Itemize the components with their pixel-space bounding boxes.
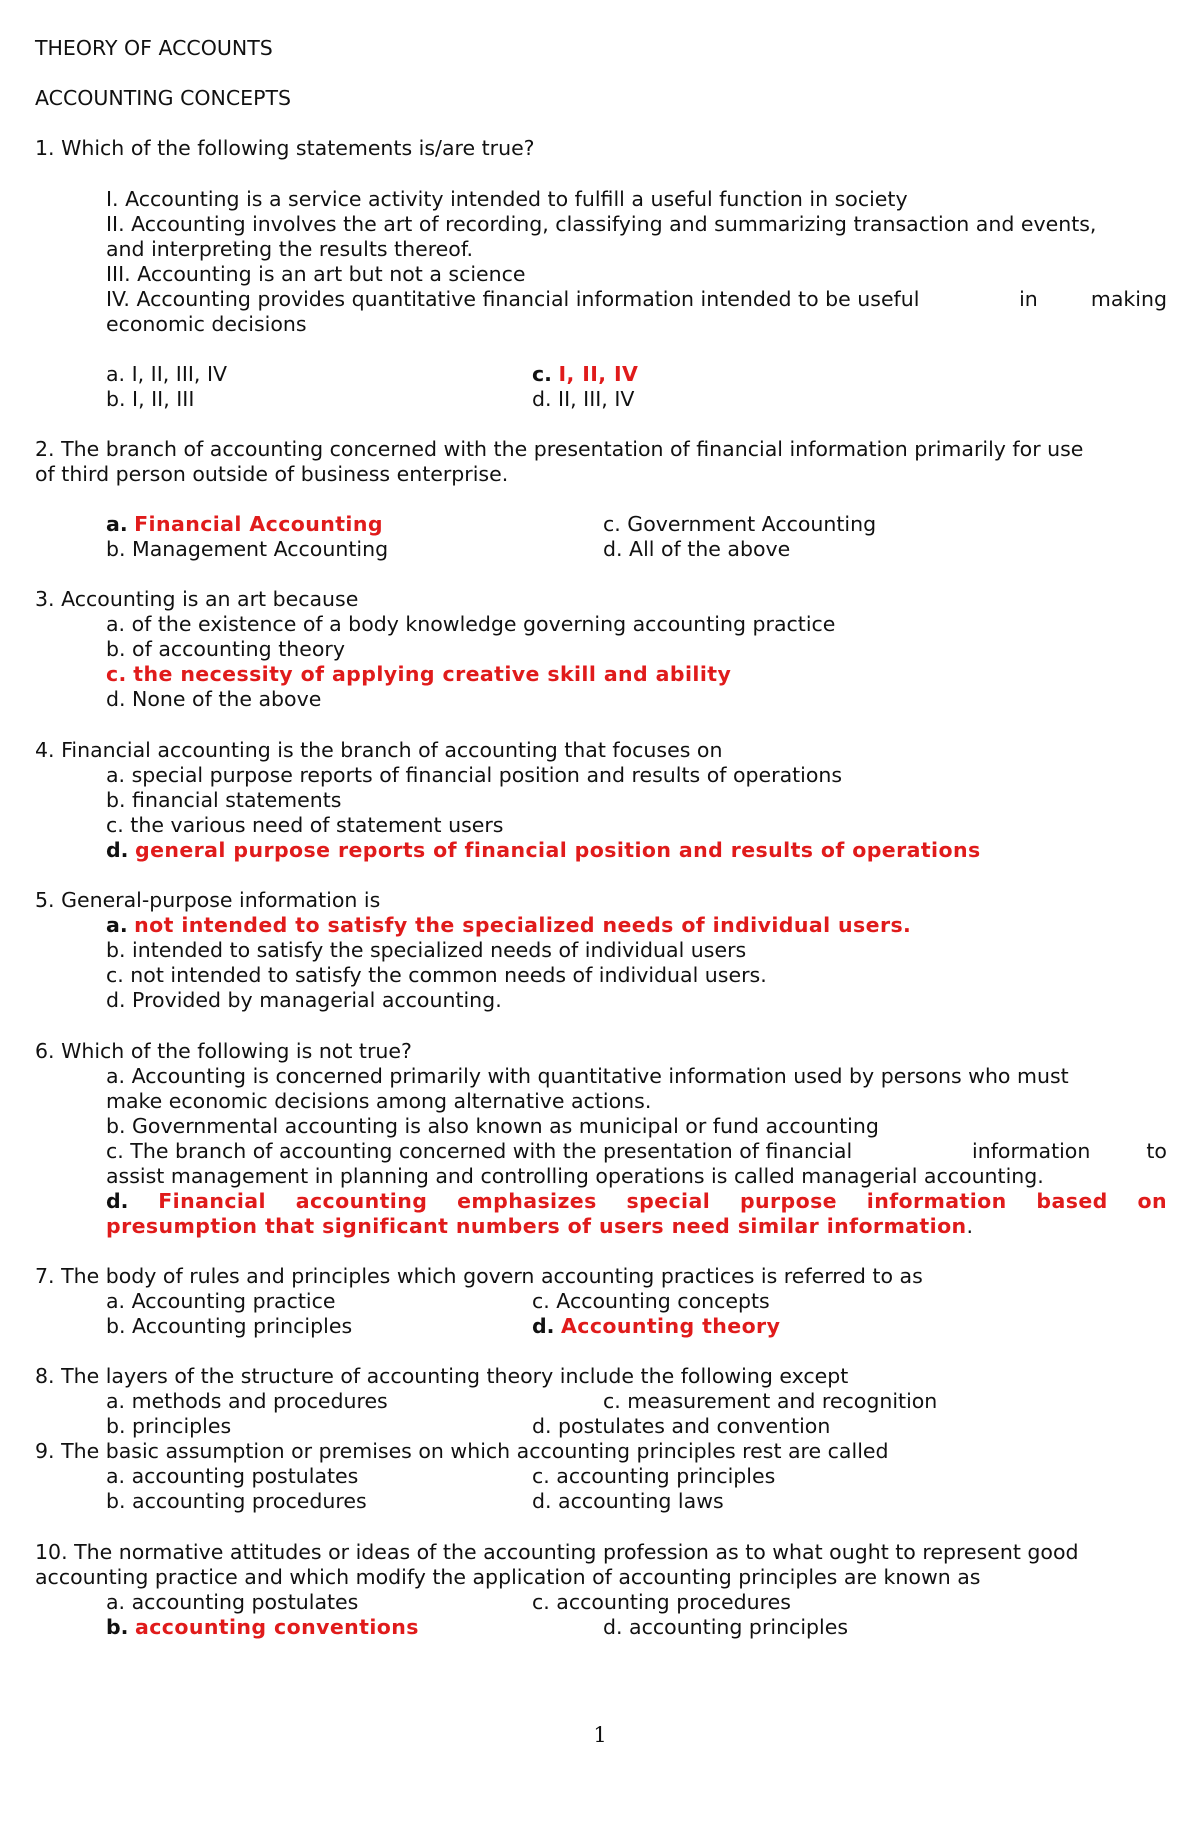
question-9-stem: 9. The basic assumption or premises on which accounting principles rest are called — [35, 1439, 889, 1463]
q1-option-d: d. II, III, IV — [532, 387, 635, 411]
q6-option-c-cont: assist management in planning and controlling operations is called managerial accounting. — [106, 1164, 1044, 1188]
q1-option-c-letter: c. — [532, 362, 552, 386]
q10-answer: accounting conventions — [135, 1615, 419, 1639]
q1-statement-4-word-in: in — [1019, 287, 1038, 311]
q2-option-b: b. Management Accounting — [106, 537, 389, 561]
q6-answer-word: information — [866, 1189, 1007, 1213]
q7-option-c: c. Accounting concepts — [532, 1289, 770, 1313]
q8-option-d: d. postulates and convention — [532, 1414, 831, 1438]
q9-option-c: c. accounting principles — [532, 1464, 776, 1488]
question-10-stem-cont: accounting practice and which modify the application of accounting principles are known as — [35, 1565, 981, 1589]
question-10-stem: 10. The normative attitudes or ideas of the accounting profession as to what ought to represent good — [35, 1540, 1079, 1564]
q5-option-b: b. intended to satisfy the specialized needs of individual users — [106, 938, 747, 962]
q4-answer: general purpose reports of financial position and results of operations — [135, 838, 981, 862]
q1-statement-4-text: IV. Accounting provides quantitative financial information intended to be useful — [106, 287, 920, 311]
q6-option-d-letter: d. — [106, 1189, 129, 1213]
q5-option-d: d. Provided by managerial accounting. — [106, 988, 502, 1012]
q6-option-a: a. Accounting is concerned primarily with quantitative information used by persons who must — [106, 1064, 1069, 1088]
q2-option-a-letter: a. — [106, 512, 128, 536]
q6-answer-cont: presumption that significant numbers of users need similar information — [106, 1214, 967, 1238]
q3-option-c-letter: c. — [106, 662, 127, 686]
question-2-stem: 2. The branch of accounting concerned with the presentation of financial information primarily for use — [35, 437, 1084, 461]
q3-option-d: d. None of the above — [106, 687, 322, 711]
q5-answer: not intended to satisfy the specialized needs of individual users. — [134, 913, 912, 937]
document-title: THEORY OF ACCOUNTS — [35, 36, 273, 60]
q4-option-c: c. the various need of statement users — [106, 813, 504, 837]
q7-option-d-letter: d. — [532, 1314, 555, 1338]
q6-option-a-cont: make economic decisions among alternative actions. — [106, 1089, 652, 1113]
q4-option-b: b. financial statements — [106, 788, 342, 812]
q10-option-b-letter: b. — [106, 1615, 129, 1639]
question-3-stem: 3. Accounting is an art because — [35, 587, 359, 611]
q1-option-c — [532, 362, 638, 386]
q5-option-a-letter: a. — [106, 913, 128, 937]
q8-option-a: a. methods and procedures — [106, 1389, 388, 1413]
question-8-stem: 8. The layers of the structure of accounting theory include the following except — [35, 1364, 849, 1388]
q2-option-a — [106, 512, 383, 536]
q2-option-c: c. Government Accounting — [603, 512, 877, 536]
q5-option-a — [106, 913, 911, 937]
q1-option-b: b. I, II, III — [106, 387, 195, 411]
q3-answer: the necessity of applying creative skill and ability — [133, 662, 732, 686]
q10-option-a: a. accounting postulates — [106, 1590, 359, 1614]
q7-option-a: a. Accounting practice — [106, 1289, 336, 1313]
q8-option-c: c. measurement and recognition — [603, 1389, 938, 1413]
q3-option-a: a. of the existence of a body knowledge governing accounting practice — [106, 612, 836, 636]
q4-option-a: a. special purpose reports of financial position and results of operations — [106, 763, 843, 787]
q6-option-b: b. Governmental accounting is also known as municipal or fund accounting — [106, 1114, 879, 1138]
q2-option-d: d. All of the above — [603, 537, 791, 561]
q9-option-b: b. accounting procedures — [106, 1489, 367, 1513]
q6-option-d-cont — [106, 1214, 973, 1238]
q8-option-b: b. principles — [106, 1414, 232, 1438]
q1-statement-4 — [106, 287, 1167, 311]
q6-answer-word: accounting — [295, 1189, 428, 1213]
q6-answer-word: emphasizes — [457, 1189, 597, 1213]
q6-answer-word: purpose — [739, 1189, 837, 1213]
q6-option-c-text: c. The branch of accounting concerned with the presentation of financial — [106, 1139, 853, 1163]
question-1-stem: 1. Which of the following statements is/are true? — [35, 136, 535, 160]
q1-statement-2-cont: and interpreting the results thereof. — [106, 237, 474, 261]
q6-answer-period: . — [966, 1214, 974, 1238]
q6-option-c-word-information: information — [972, 1139, 1091, 1163]
q2-answer: Financial Accounting — [134, 512, 383, 536]
q7-option-d — [532, 1314, 780, 1338]
page-number: 1 — [593, 1723, 607, 1747]
q6-answer-word: special — [626, 1189, 711, 1213]
q9-option-a: a. accounting postulates — [106, 1464, 359, 1488]
q6-option-c — [106, 1139, 1167, 1163]
q6-answer-word: based — [1036, 1189, 1108, 1213]
question-4-stem: 4. Financial accounting is the branch of accounting that focuses on — [35, 738, 723, 762]
q6-answer-word: Financial — [158, 1189, 266, 1213]
q5-option-c: c. not intended to satisfy the common needs of individual users. — [106, 963, 767, 987]
q1-statement-3: III. Accounting is an art but not a science — [106, 262, 526, 286]
q3-option-c — [106, 662, 731, 686]
q10-option-b — [106, 1615, 419, 1639]
question-6-stem: 6. Which of the following is not true? — [35, 1039, 412, 1063]
q10-option-c: c. accounting procedures — [532, 1590, 791, 1614]
q9-option-d: d. accounting laws — [532, 1489, 724, 1513]
question-7-stem: 7. The body of rules and principles which govern accounting practices is referred to as — [35, 1264, 923, 1288]
q3-option-b: b. of accounting theory — [106, 637, 345, 661]
q6-option-c-word-to: to — [1146, 1139, 1167, 1163]
section-heading: ACCOUNTING CONCEPTS — [35, 86, 292, 110]
q6-option-d — [106, 1189, 1167, 1213]
q1-statement-2: II. Accounting involves the art of recording, classifying and summarizing transaction and events, — [106, 212, 1097, 236]
q1-statement-4-word-making: making — [1090, 287, 1167, 311]
q6-answer-word: on — [1137, 1189, 1167, 1213]
q7-option-b: b. Accounting principles — [106, 1314, 353, 1338]
question-2-stem-cont: of third person outside of business enterprise. — [35, 462, 509, 486]
q1-statement-4-cont: economic decisions — [106, 312, 307, 336]
q7-answer: Accounting theory — [561, 1314, 781, 1338]
q4-option-d-letter: d. — [106, 838, 129, 862]
question-5-stem: 5. General-purpose information is — [35, 888, 381, 912]
q1-option-a: a. I, II, III, IV — [106, 362, 228, 386]
q1-statement-1: I. Accounting is a service activity intended to fulfill a useful function in society — [106, 187, 908, 211]
q1-answer: I, II, IV — [558, 362, 639, 386]
q4-option-d — [106, 838, 981, 862]
q10-option-d: d. accounting principles — [603, 1615, 849, 1639]
